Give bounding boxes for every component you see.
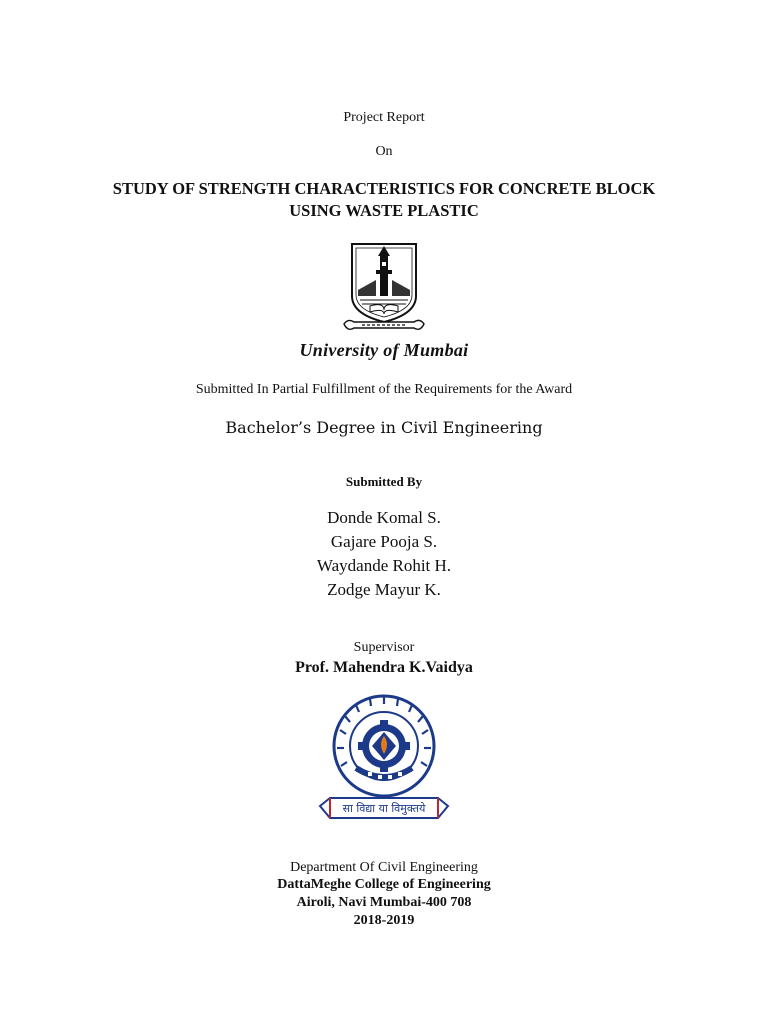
supervisor-heading: Supervisor: [353, 640, 415, 655]
author-name: Gajare Pooja S.: [330, 532, 438, 551]
college-motto: सा विद्या या विमुक्तये: [342, 802, 426, 815]
report-title: [0, 178, 768, 222]
award-statement: Submitted In Partial Fulfillment of the Requirements for the Award: [195, 382, 573, 397]
author-name: Zodge Mayur K.: [327, 580, 441, 599]
college-address: Airoli, Navi Mumbai-400 708: [296, 895, 472, 910]
university-of-mumbai-crest-icon: [338, 240, 430, 338]
author-list: [0, 506, 768, 602]
supervisor-name: Prof. Mahendra K.Vaidya: [295, 659, 473, 676]
report-on: On: [375, 144, 393, 159]
author-name: Donde Komal S.: [327, 508, 441, 527]
college-name: DattaMeghe College of Engineering: [277, 877, 491, 892]
department-name: Department Of Civil Engineering: [290, 860, 478, 875]
report-kind: Project Report: [343, 110, 425, 125]
academic-year: 2018-2019: [353, 913, 415, 928]
author-name: Waydande Rohit H.: [316, 556, 452, 575]
report-title-line2: USING WASTE PLASTIC: [289, 201, 479, 220]
university-name: University of Mumbai: [299, 340, 469, 360]
report-title-line1: STUDY OF STRENGTH CHARACTERISTICS FOR CONCRETE BLOCK: [112, 179, 656, 198]
submitted-by-heading: Submitted By: [345, 474, 423, 489]
degree-name: Bachelor’s Degree in Civil Engineering: [225, 418, 543, 437]
